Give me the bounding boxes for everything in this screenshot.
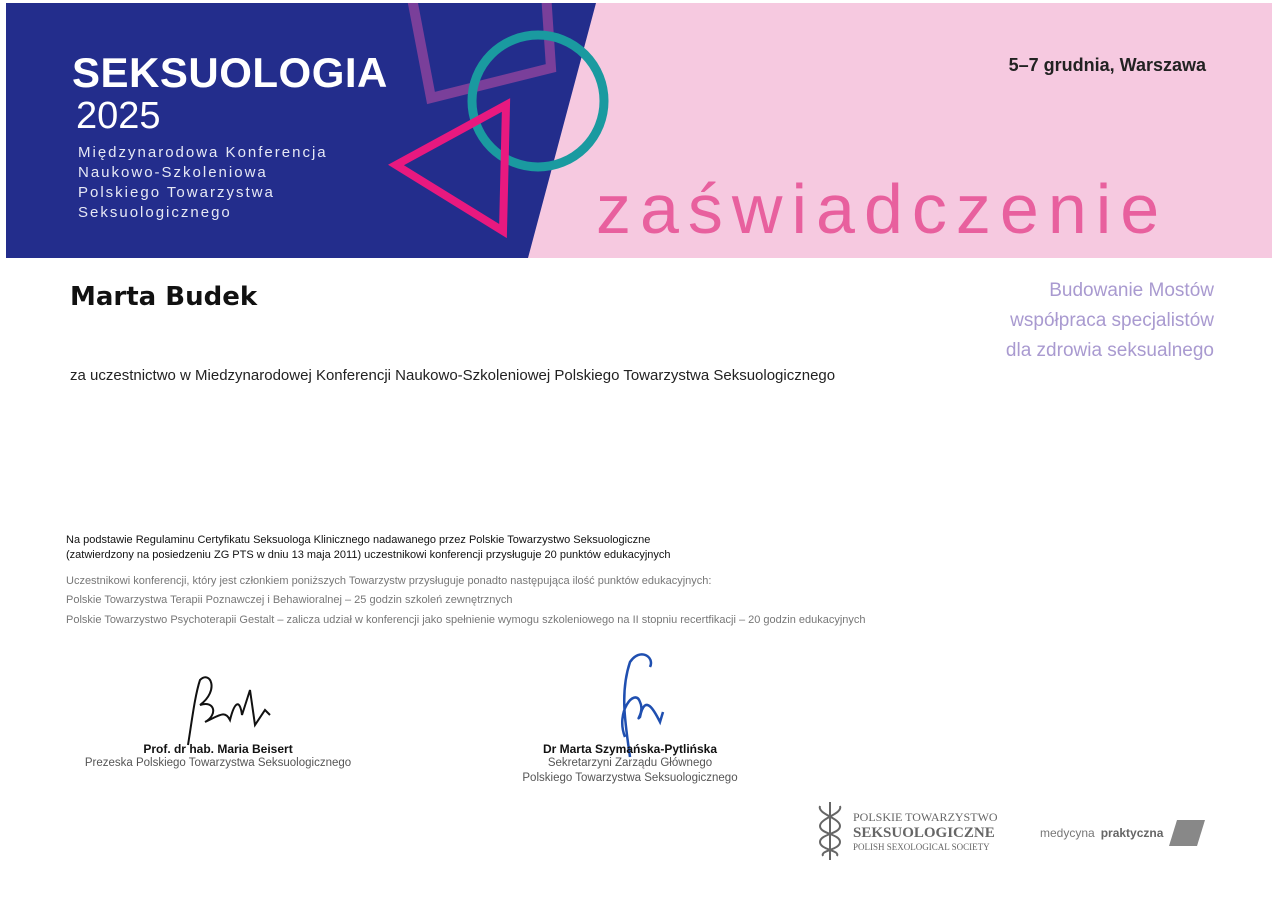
mp-logo bbox=[1040, 820, 1205, 846]
pts-logo-line: POLSKIE TOWARZYSTWO bbox=[853, 810, 998, 824]
caduceus-icon bbox=[815, 800, 845, 862]
conference-title: SEKSUOLOGIA bbox=[72, 49, 388, 96]
signer-role: Polskiego Towarzystwa Seksuologicznego bbox=[522, 772, 738, 784]
motto-line: dla zdrowia seksualnego bbox=[1005, 340, 1214, 361]
pts-logo bbox=[815, 800, 998, 862]
signature-beisert bbox=[170, 670, 280, 750]
mp-logo-mark bbox=[1169, 820, 1205, 846]
subtitle-line: Polskiego Towarzystwa bbox=[78, 184, 275, 201]
points-main-line: Na podstawie Regulaminu Certyfikatu Seksuologa Klinicznego nadawanego przez Polskie Towarzystwo Seksuologiczne bbox=[66, 534, 651, 546]
signer-role: Prezeska Polskiego Towarzystwa Seksuologicznego bbox=[84, 757, 352, 769]
pts-logo-line: POLISH SEXOLOGICAL SOCIETY bbox=[853, 842, 990, 852]
signer-role: Sekretarzyni Zarządu Głównego bbox=[547, 757, 713, 769]
pts-logo-line: SEKSUOLOGICZNE bbox=[853, 825, 995, 841]
document-type: zaświadczenie bbox=[596, 170, 1169, 248]
recipient-name: Marta Budek bbox=[70, 282, 258, 312]
motto bbox=[1006, 276, 1214, 366]
motto-line: współpraca specjalistów bbox=[1010, 310, 1214, 331]
mp-logo-text: medycyna bbox=[1040, 826, 1095, 840]
subtitle-line: Naukowo-Szkoleniowa bbox=[78, 164, 268, 181]
signer-name: Prof. dr hab. Maria Beisert bbox=[143, 742, 293, 756]
participation-text: za uczestnictwo w Miedzynarodowej Konferencji Naukowo-Szkoleniowej Polskiego Towarzystwa Seksuologicznego bbox=[70, 367, 836, 384]
date-place: 5–7 grudnia, Warszawa bbox=[1008, 55, 1206, 75]
signer-name: Dr Marta Szymańska-Pytlińska bbox=[542, 742, 718, 756]
signature-block-1 bbox=[68, 742, 368, 771]
signature-block-2 bbox=[480, 742, 780, 786]
certificate-header bbox=[6, 3, 1272, 258]
points-main-line: (zatwierdzony na posiedzeniu ZG PTS w dniu 13 maja 2011) uczestnikowi konferencji przysługuje 20 punktów edukacyjnych bbox=[66, 549, 671, 561]
points-extra-line: Polskie Towarzystwa Terapii Poznawczej i Behawioralnej – 25 godzin szkoleń zewnętrznych bbox=[66, 594, 513, 606]
subtitle-line: Seksuologicznego bbox=[78, 204, 232, 221]
conference-year: 2025 bbox=[76, 95, 161, 137]
points-extra-line: Polskie Towarzystwo Psychoterapii Gestalt – zalicza udział w konferencji jako spełnienie wymogu szkoleniowego na II stopniu recertfikacji – 20 godzin edukacyjnych bbox=[66, 614, 866, 626]
points-extra-line: Uczestnikowi konferencji, który jest członkiem poniższych Towarzystw przysługuje ponadto następująca ilość punktów edukacyjnych: bbox=[66, 575, 712, 587]
motto-line: Budowanie Mostów bbox=[1049, 280, 1214, 301]
mp-logo-text: praktyczna bbox=[1100, 826, 1164, 840]
subtitle-line: Międzynarodowa Konferencja bbox=[78, 144, 328, 161]
